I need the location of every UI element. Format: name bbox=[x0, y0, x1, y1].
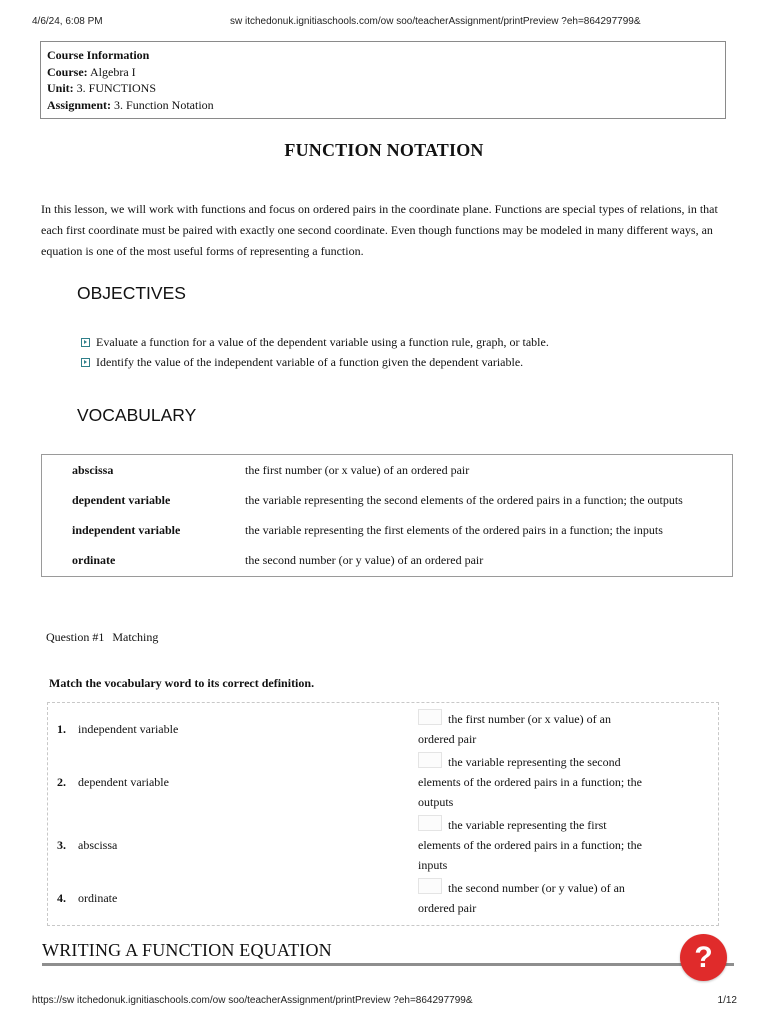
page-title: FUNCTION NOTATION bbox=[284, 140, 484, 160]
match-definition bbox=[418, 878, 648, 918]
definition-text: the first number (or x value) of an bbox=[448, 712, 611, 726]
assignment-value: 3. Function Notation bbox=[114, 97, 214, 112]
definition-text: elements of the ordered pairs in a function; the bbox=[418, 838, 642, 852]
match-term bbox=[57, 891, 117, 906]
objectives-list bbox=[81, 332, 721, 372]
match-term-text: ordinate bbox=[78, 891, 118, 905]
match-term bbox=[57, 775, 169, 790]
match-term-number: 2. bbox=[57, 775, 66, 789]
matching-question-box bbox=[47, 702, 719, 926]
vocabulary-term: abscissa bbox=[72, 463, 114, 477]
page-number: 1/12 bbox=[717, 995, 737, 1006]
definition-text: the second number (or y value) of an bbox=[448, 881, 625, 895]
vocabulary-definition: the second number (or y value) of an ordered pair bbox=[245, 553, 484, 567]
question-label bbox=[46, 630, 166, 645]
definition-text: elements of the ordered pairs in a function; the bbox=[418, 775, 642, 789]
assignment-label: Assignment: bbox=[47, 97, 112, 112]
bullet-arrow-icon bbox=[81, 358, 90, 367]
course-label: Course: bbox=[47, 64, 88, 79]
print-date: 4/6/24, 6:08 PM bbox=[32, 16, 103, 27]
match-term bbox=[57, 722, 178, 737]
vocabulary-heading: VOCABULARY bbox=[77, 405, 197, 425]
help-button[interactable] bbox=[680, 934, 727, 981]
bullet-arrow-icon bbox=[81, 338, 90, 347]
definition-text: inputs bbox=[418, 858, 448, 872]
definition-text: ordered pair bbox=[418, 901, 477, 915]
course-value: Algebra I bbox=[90, 64, 136, 79]
match-term-text: independent variable bbox=[78, 722, 179, 736]
vocabulary-definition: the variable representing the second elements of the ordered pairs in a function; the outputs bbox=[245, 493, 683, 507]
vocabulary-row bbox=[42, 520, 732, 540]
definition-text: outputs bbox=[418, 795, 454, 809]
vocabulary-definition: the variable representing the first elements of the ordered pairs in a function; the inputs bbox=[245, 523, 663, 537]
unit-label: Unit: bbox=[47, 81, 74, 95]
answer-input[interactable] bbox=[418, 815, 442, 831]
section-heading-writing-function: WRITING A FUNCTION EQUATION bbox=[42, 940, 332, 960]
course-info-heading: Course Information bbox=[47, 48, 150, 62]
unit-value: 3. FUNCTIONS bbox=[76, 81, 157, 95]
vocabulary-row bbox=[42, 490, 732, 510]
vocabulary-row bbox=[42, 460, 732, 480]
match-term-text: dependent variable bbox=[78, 775, 169, 789]
objectives-heading: OBJECTIVES bbox=[77, 283, 186, 303]
definition-text: the variable representing the second bbox=[448, 755, 621, 769]
vocabulary-table bbox=[41, 454, 733, 577]
objective-text: Evaluate a function for a value of the dependent variable using a function rule, graph, or table. bbox=[96, 335, 549, 349]
answer-input[interactable] bbox=[418, 878, 442, 894]
match-definition bbox=[418, 752, 648, 812]
answer-input[interactable] bbox=[418, 709, 442, 725]
vocabulary-definition: the first number (or x value) of an ordered pair bbox=[245, 463, 470, 477]
match-term-number: 3. bbox=[57, 838, 66, 852]
match-term-number: 4. bbox=[57, 891, 66, 905]
question-mark-icon: ? bbox=[694, 941, 713, 974]
question-number: Question #1 bbox=[46, 630, 105, 644]
objective-item bbox=[81, 352, 721, 372]
match-term-text: abscissa bbox=[78, 838, 118, 852]
objective-text: Identify the value of the independent variable of a function given the dependent variable. bbox=[96, 355, 524, 369]
definition-text: ordered pair bbox=[418, 732, 477, 746]
vocabulary-term: dependent variable bbox=[72, 493, 171, 507]
print-url: https://sw itchedonuk.ignitiaschools.com/ow soo/teacherAssignment/printPreview ?eh=864297799& bbox=[32, 995, 473, 1006]
course-information-box bbox=[40, 41, 726, 119]
answer-input[interactable] bbox=[418, 752, 442, 768]
print-page-title: sw itchedonuk.ignitiaschools.com/ow soo/teacherAssignment/printPreview ?eh=864297799& bbox=[230, 16, 641, 27]
match-term bbox=[57, 838, 117, 853]
match-term-number: 1. bbox=[57, 722, 66, 736]
question-prompt: Match the vocabulary word to its correct definition. bbox=[49, 676, 315, 690]
vocabulary-term: ordinate bbox=[72, 553, 116, 567]
vocabulary-row bbox=[42, 550, 732, 570]
match-definition bbox=[418, 815, 648, 875]
objective-item bbox=[81, 332, 721, 352]
definition-text: the variable representing the first bbox=[448, 818, 607, 832]
match-definition bbox=[418, 709, 648, 749]
question-type: Matching bbox=[112, 630, 159, 644]
section-divider bbox=[42, 963, 734, 966]
vocabulary-term: independent variable bbox=[72, 523, 181, 537]
intro-paragraph: In this lesson, we will work with functions and focus on ordered pairs in the coordinate plane. Functions are special types of relations, in that each first coordinate must be paired with exactly one second coordinate. Even though functions may be modeled in many different ways, an equation is one of the most useful forms of representing a function. bbox=[41, 202, 718, 258]
